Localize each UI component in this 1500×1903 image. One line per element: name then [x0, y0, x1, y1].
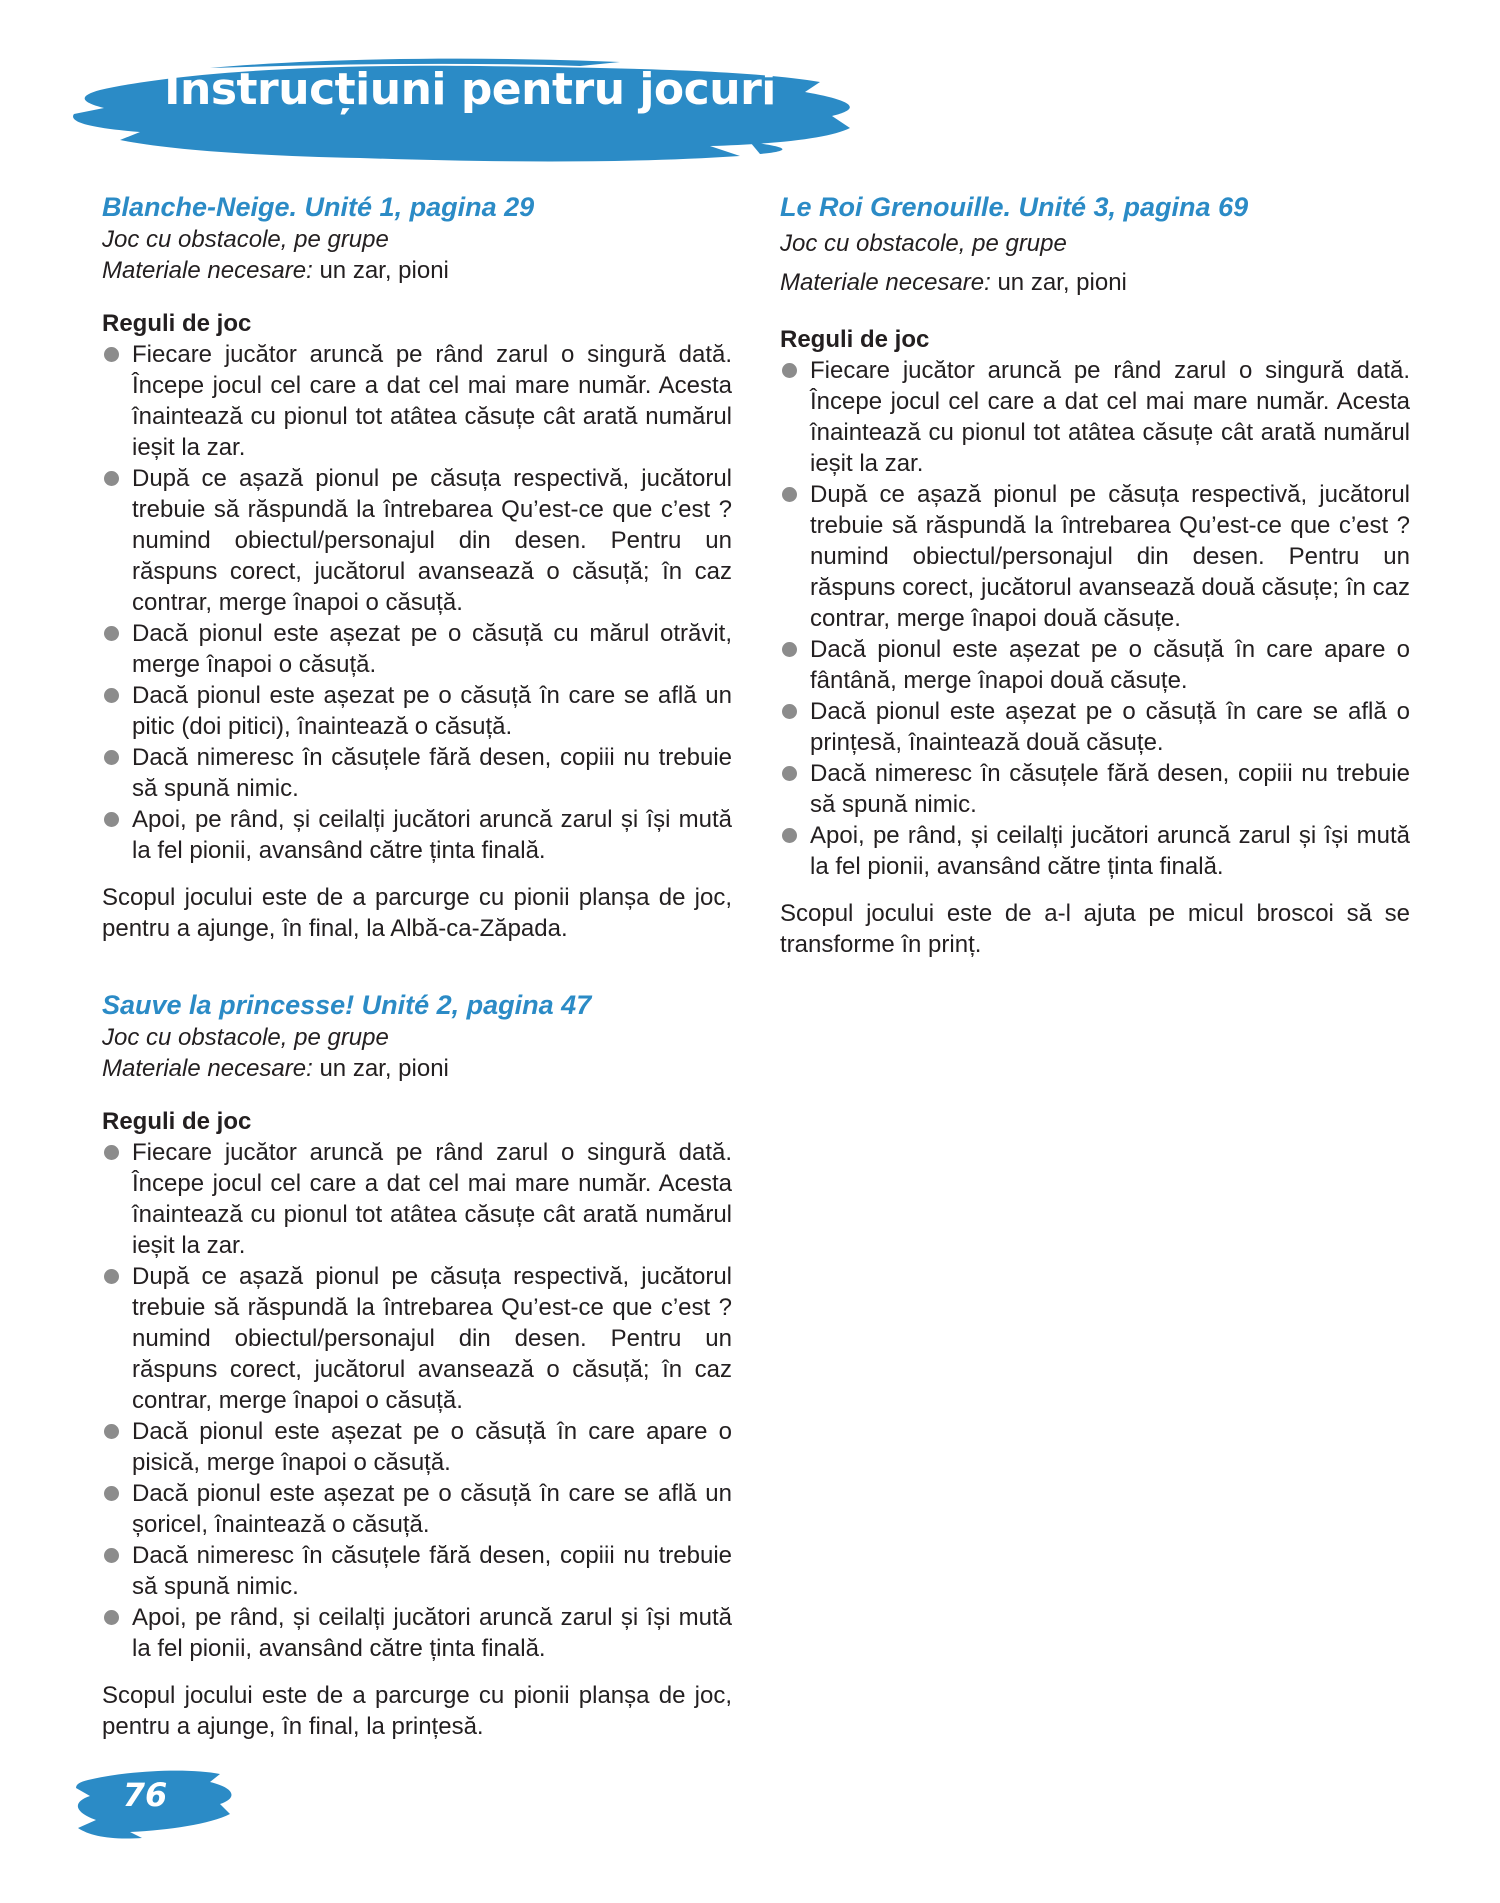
bullet-icon — [104, 1424, 119, 1439]
rule-item — [102, 339, 732, 463]
rules-heading: Reguli de joc — [780, 326, 930, 353]
rule-item — [102, 618, 732, 680]
rule-text: Dacă nimeresc în căsuțele fără desen, copiii nu trebuie să spună nimic. — [810, 760, 1410, 818]
rule-item — [102, 1478, 732, 1540]
rule-item — [102, 1602, 732, 1664]
page-number: 76 — [122, 1776, 168, 1814]
rule-item — [102, 1261, 732, 1416]
rule-text: Dacă nimeresc în căsuțele fără desen, copiii nu trebuie să spună nimic. — [132, 1542, 732, 1600]
bullet-icon — [104, 1269, 119, 1284]
bullet-icon — [782, 766, 797, 781]
bullet-icon — [104, 626, 119, 641]
game-section-sauve-la-princesse — [102, 988, 732, 1742]
section-title: Sauve la princesse! Unité 2, pagina 47 — [102, 990, 592, 1020]
rule-text: După ce așază pionul pe căsuța respectivă, jucătorul trebuie să răspundă la întrebarea Qu’est-ce que c’est ? numind obiectul/personajul din desen. Pentru un răspuns corect, jucătorul avansează o căsuță; în caz contrar, merge înapoi o căsuță. — [132, 465, 732, 616]
game-goal: Scopul jocului este de a parcurge cu pionii planșa de joc, pentru a ajunge, în final, la Albă-ca-Zăpada. — [102, 884, 732, 942]
rule-item — [102, 463, 732, 618]
game-goal: Scopul jocului este de a parcurge cu pionii planșa de joc, pentru a ajunge, în final, la prințesă. — [102, 1682, 732, 1740]
materials-line — [102, 1053, 732, 1084]
rule-text: După ce așază pionul pe căsuța respectivă, jucătorul trebuie să răspundă la întrebarea Qu’est-ce que c’est ? numind obiectul/personajul din desen. Pentru un răspuns corect, jucătorul avansează o căsuță; în caz contrar, merge înapoi o căsuță. — [132, 1263, 732, 1414]
materials-label: Materiale necesare: — [102, 257, 313, 284]
bullet-icon — [782, 704, 797, 719]
title-banner — [60, 42, 880, 172]
rule-text: Fiecare jucător aruncă pe rând zarul o singură dată. Începe jocul cel care a dat cel mai mare număr. Acesta înaintează cu pionul tot atâtea căsuțe cât arată numărul ieșit la zar. — [810, 357, 1410, 477]
section-title: Blanche-Neige. Unité 1, pagina 29 — [102, 192, 535, 222]
rules-list — [102, 1137, 732, 1664]
rule-item — [780, 820, 1410, 882]
bullet-icon — [104, 1486, 119, 1501]
bullet-icon — [104, 812, 119, 827]
bullet-icon — [782, 487, 797, 502]
materials-value: un zar, pioni — [312, 1055, 449, 1082]
rules-heading: Reguli de joc — [102, 1108, 252, 1135]
rule-text: Apoi, pe rând, și ceilalți jucători aruncă zarul și își mută la fel pionii, avansând către ținta finală. — [810, 822, 1410, 880]
bullet-icon — [782, 642, 797, 657]
bullet-icon — [104, 471, 119, 486]
rules-list — [102, 339, 732, 866]
rule-text: Fiecare jucător aruncă pe rând zarul o singură dată. Începe jocul cel care a dat cel mai mare număr. Acesta înaintează cu pionul tot atâtea căsuțe cât arată numărul ieșit la zar. — [132, 1139, 732, 1259]
bullet-icon — [782, 363, 797, 378]
page-title: Instrucțiuni pentru jocuri — [164, 64, 776, 115]
rule-item — [780, 634, 1410, 696]
materials-label: Materiale necesare: — [102, 1055, 313, 1082]
game-goal: Scopul jocului este de a-l ajuta pe micul broscoi să se transforme în prinț. — [780, 900, 1410, 958]
rule-text: Dacă pionul este așezat pe o căsuță în care apare o pisică, merge înapoi o căsuță. — [132, 1418, 732, 1476]
rule-item — [102, 680, 732, 742]
materials-value: un zar, pioni — [990, 269, 1127, 296]
rule-text: Dacă pionul este așezat pe o căsuță în care se află o prințesă, înaintează două căsuțe. — [810, 698, 1410, 756]
section-title: Le Roi Grenouille. Unité 3, pagina 69 — [780, 192, 1249, 222]
rule-text: Dacă pionul este așezat pe o căsuță în care se află un șoricel, înaintează o căsuță. — [132, 1480, 732, 1538]
rule-text: Dacă pionul este așezat pe o căsuță în care se află un pitic (doi pitici), înaintează o căsuță. — [132, 682, 732, 740]
bullet-icon — [782, 828, 797, 843]
materials-line — [102, 255, 732, 286]
rule-item — [102, 742, 732, 804]
rule-text: Dacă pionul este așezat pe o căsuță cu mărul otrăvit, merge înapoi o căsuță. — [132, 620, 732, 678]
right-column — [780, 190, 1410, 1004]
bullet-icon — [104, 688, 119, 703]
materials-line — [780, 263, 1410, 302]
rule-text: Dacă nimeresc în căsuțele fără desen, copiii nu trebuie să spună nimic. — [132, 744, 732, 802]
bullet-icon — [104, 347, 119, 362]
rule-item — [780, 355, 1410, 479]
section-subtitle: Joc cu obstacole, pe grupe — [102, 226, 389, 253]
rule-text: Dacă pionul este așezat pe o căsuță în care apare o fântână, merge înapoi două căsuțe. — [810, 636, 1410, 694]
bullet-icon — [104, 1610, 119, 1625]
rule-item — [102, 804, 732, 866]
materials-value: un zar, pioni — [312, 257, 449, 284]
bullet-icon — [104, 1548, 119, 1563]
rule-text: După ce așază pionul pe căsuța respectivă, jucătorul trebuie să răspundă la întrebarea Qu’est-ce que c’est ? numind obiectul/personajul din desen. Pentru un răspuns corect, jucătorul avansează două căsuțe; în caz contrar, merge înapoi două căsuțe. — [810, 481, 1410, 632]
section-subtitle: Joc cu obstacole, pe grupe — [102, 1024, 389, 1051]
rules-list — [780, 355, 1410, 882]
left-column — [102, 190, 732, 1786]
rule-item — [102, 1137, 732, 1261]
game-section-le-roi-grenouille — [780, 190, 1410, 960]
page-number-badge — [70, 1762, 240, 1842]
rules-heading: Reguli de joc — [102, 310, 252, 337]
section-subtitle: Joc cu obstacole, pe grupe — [780, 230, 1067, 257]
rule-item — [780, 479, 1410, 634]
rule-text: Apoi, pe rând, și ceilalți jucători aruncă zarul și își mută la fel pionii, avansând către ținta finală. — [132, 1604, 732, 1662]
rule-text: Apoi, pe rând, și ceilalți jucători aruncă zarul și își mută la fel pionii, avansând către ținta finală. — [132, 806, 732, 864]
rule-item — [102, 1540, 732, 1602]
rule-text: Fiecare jucător aruncă pe rând zarul o singură dată. Începe jocul cel care a dat cel mai mare număr. Acesta înaintează cu pionul tot atâtea căsuțe cât arată numărul ieșit la zar. — [132, 341, 732, 461]
bullet-icon — [104, 750, 119, 765]
bullet-icon — [104, 1145, 119, 1160]
game-section-blanche-neige — [102, 190, 732, 944]
rule-item — [780, 758, 1410, 820]
rule-item — [102, 1416, 732, 1478]
rule-item — [780, 696, 1410, 758]
materials-label: Materiale necesare: — [780, 269, 991, 296]
